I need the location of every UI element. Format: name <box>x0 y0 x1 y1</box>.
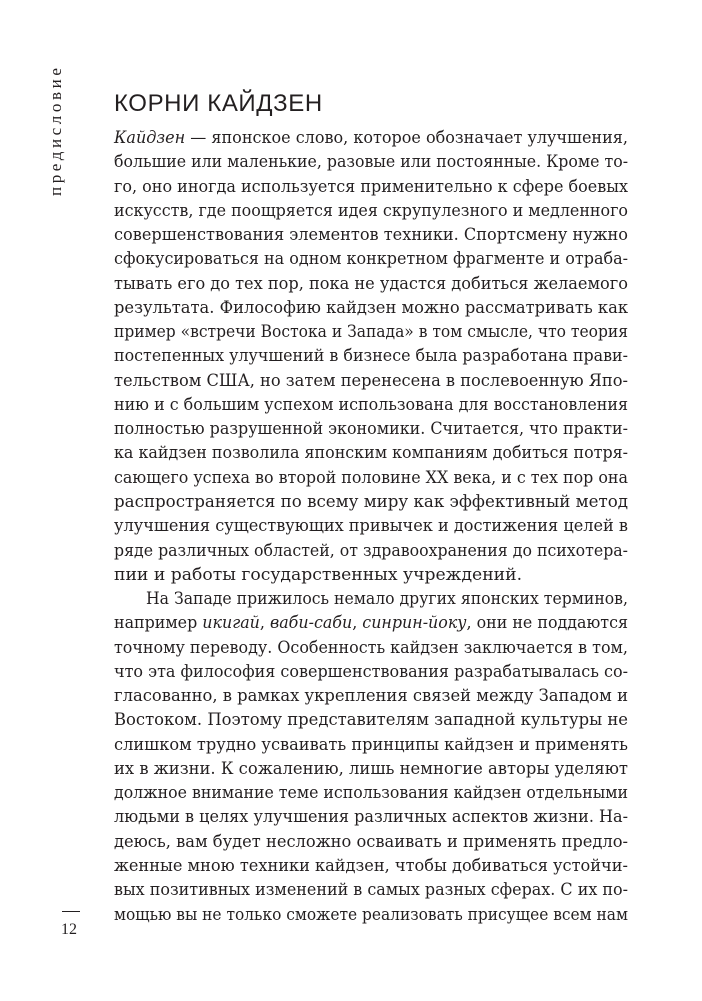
text-line: Кайдзен — японское слово, которое обозначает улучшения, <box>114 128 628 148</box>
footer-rule <box>62 911 80 912</box>
text-line: вых позитивных изменений в самых разных сферах. С их по- <box>114 880 629 901</box>
text-line: сающего успеха во второй половине XX века, и с тех пор она <box>114 467 628 488</box>
text-line: искусств, где поощряется идея скрупулезного и медленного <box>114 200 629 221</box>
text-line: постепенных улучшений в бизнесе была разработана прави- <box>114 346 628 367</box>
text-line: сфокусироваться на одном конкретном фрагменте и отраба- <box>114 249 629 270</box>
text-line: людьми в целях улучшения различных аспектов жизни. На- <box>114 807 629 828</box>
text-line: деюсь, вам будет несложно осваивать и применять предло- <box>114 831 629 852</box>
text-line: женные мною техники кайдзен, чтобы добиваться устойчи- <box>114 855 628 876</box>
text-line: их в жизни. К сожалению, лишь немногие авторы уделяют <box>114 758 628 779</box>
text-line: тельством США, но затем перенесена в послевоенную Япо- <box>114 370 628 391</box>
text-line: Востоком. Поэтому представителям западной культуры не <box>114 710 628 731</box>
text-line: большие или маленькие, разовые или постоянные. Кроме то- <box>114 152 629 173</box>
text-line: нию и с большим успехом использована для восстановления <box>114 394 628 415</box>
text-line: должное внимание теме использования кайдзен отдельными <box>114 783 629 804</box>
text-line: слишком трудно усваивать принципы кайдзен и применять <box>114 734 629 755</box>
text-line: например икигай, ваби-саби, синрин-йоку, они не поддаются <box>114 613 628 634</box>
page-number: 12 <box>61 921 77 938</box>
text-line: пример «встречи Востока и Запада» в том смысле, что теория <box>114 322 629 343</box>
body-text <box>114 126 628 927</box>
text-line: точному переводу. Особенность кайдзен заключается в том, <box>114 637 628 658</box>
text-line: пии и работы государственных учреждений. <box>114 564 523 585</box>
text-line: совершенствования элементов техники. Спортсмену нужно <box>114 225 629 246</box>
text-line: улучшения существующих привычек и достижения целей в <box>114 516 629 537</box>
text-line: На Западе прижилось немало других японских терминов, <box>146 589 628 610</box>
text-line: тывать его до тех пор, пока не удастся добиться желаемого <box>114 273 628 294</box>
section-title: КОРНИ КАЙДЗЕН <box>114 90 323 117</box>
text-line: мощью вы не только сможете реализовать присущее всем нам <box>114 904 628 925</box>
text-line: го, оно иногда используется применительно к сфере боевых <box>114 176 628 197</box>
text-line: гласованно, в рамках укрепления связей между Западом и <box>114 686 628 707</box>
text-line: ка кайдзен позволила японским компаниям добиться потря- <box>114 443 628 464</box>
text-line: распространяется по всему миру как эффективный метод <box>114 491 629 512</box>
running-header-side-label: предисловие <box>46 64 65 196</box>
text-line: полностью разрушенной экономики. Считается, что практи- <box>114 419 629 440</box>
text-line: результата. Философию кайдзен можно рассматривать как <box>114 297 629 318</box>
text-line: ряде различных областей, от здравоохранения до психотера- <box>114 540 629 561</box>
text-line: что эта философия совершенствования разрабатывалась со- <box>114 661 629 682</box>
